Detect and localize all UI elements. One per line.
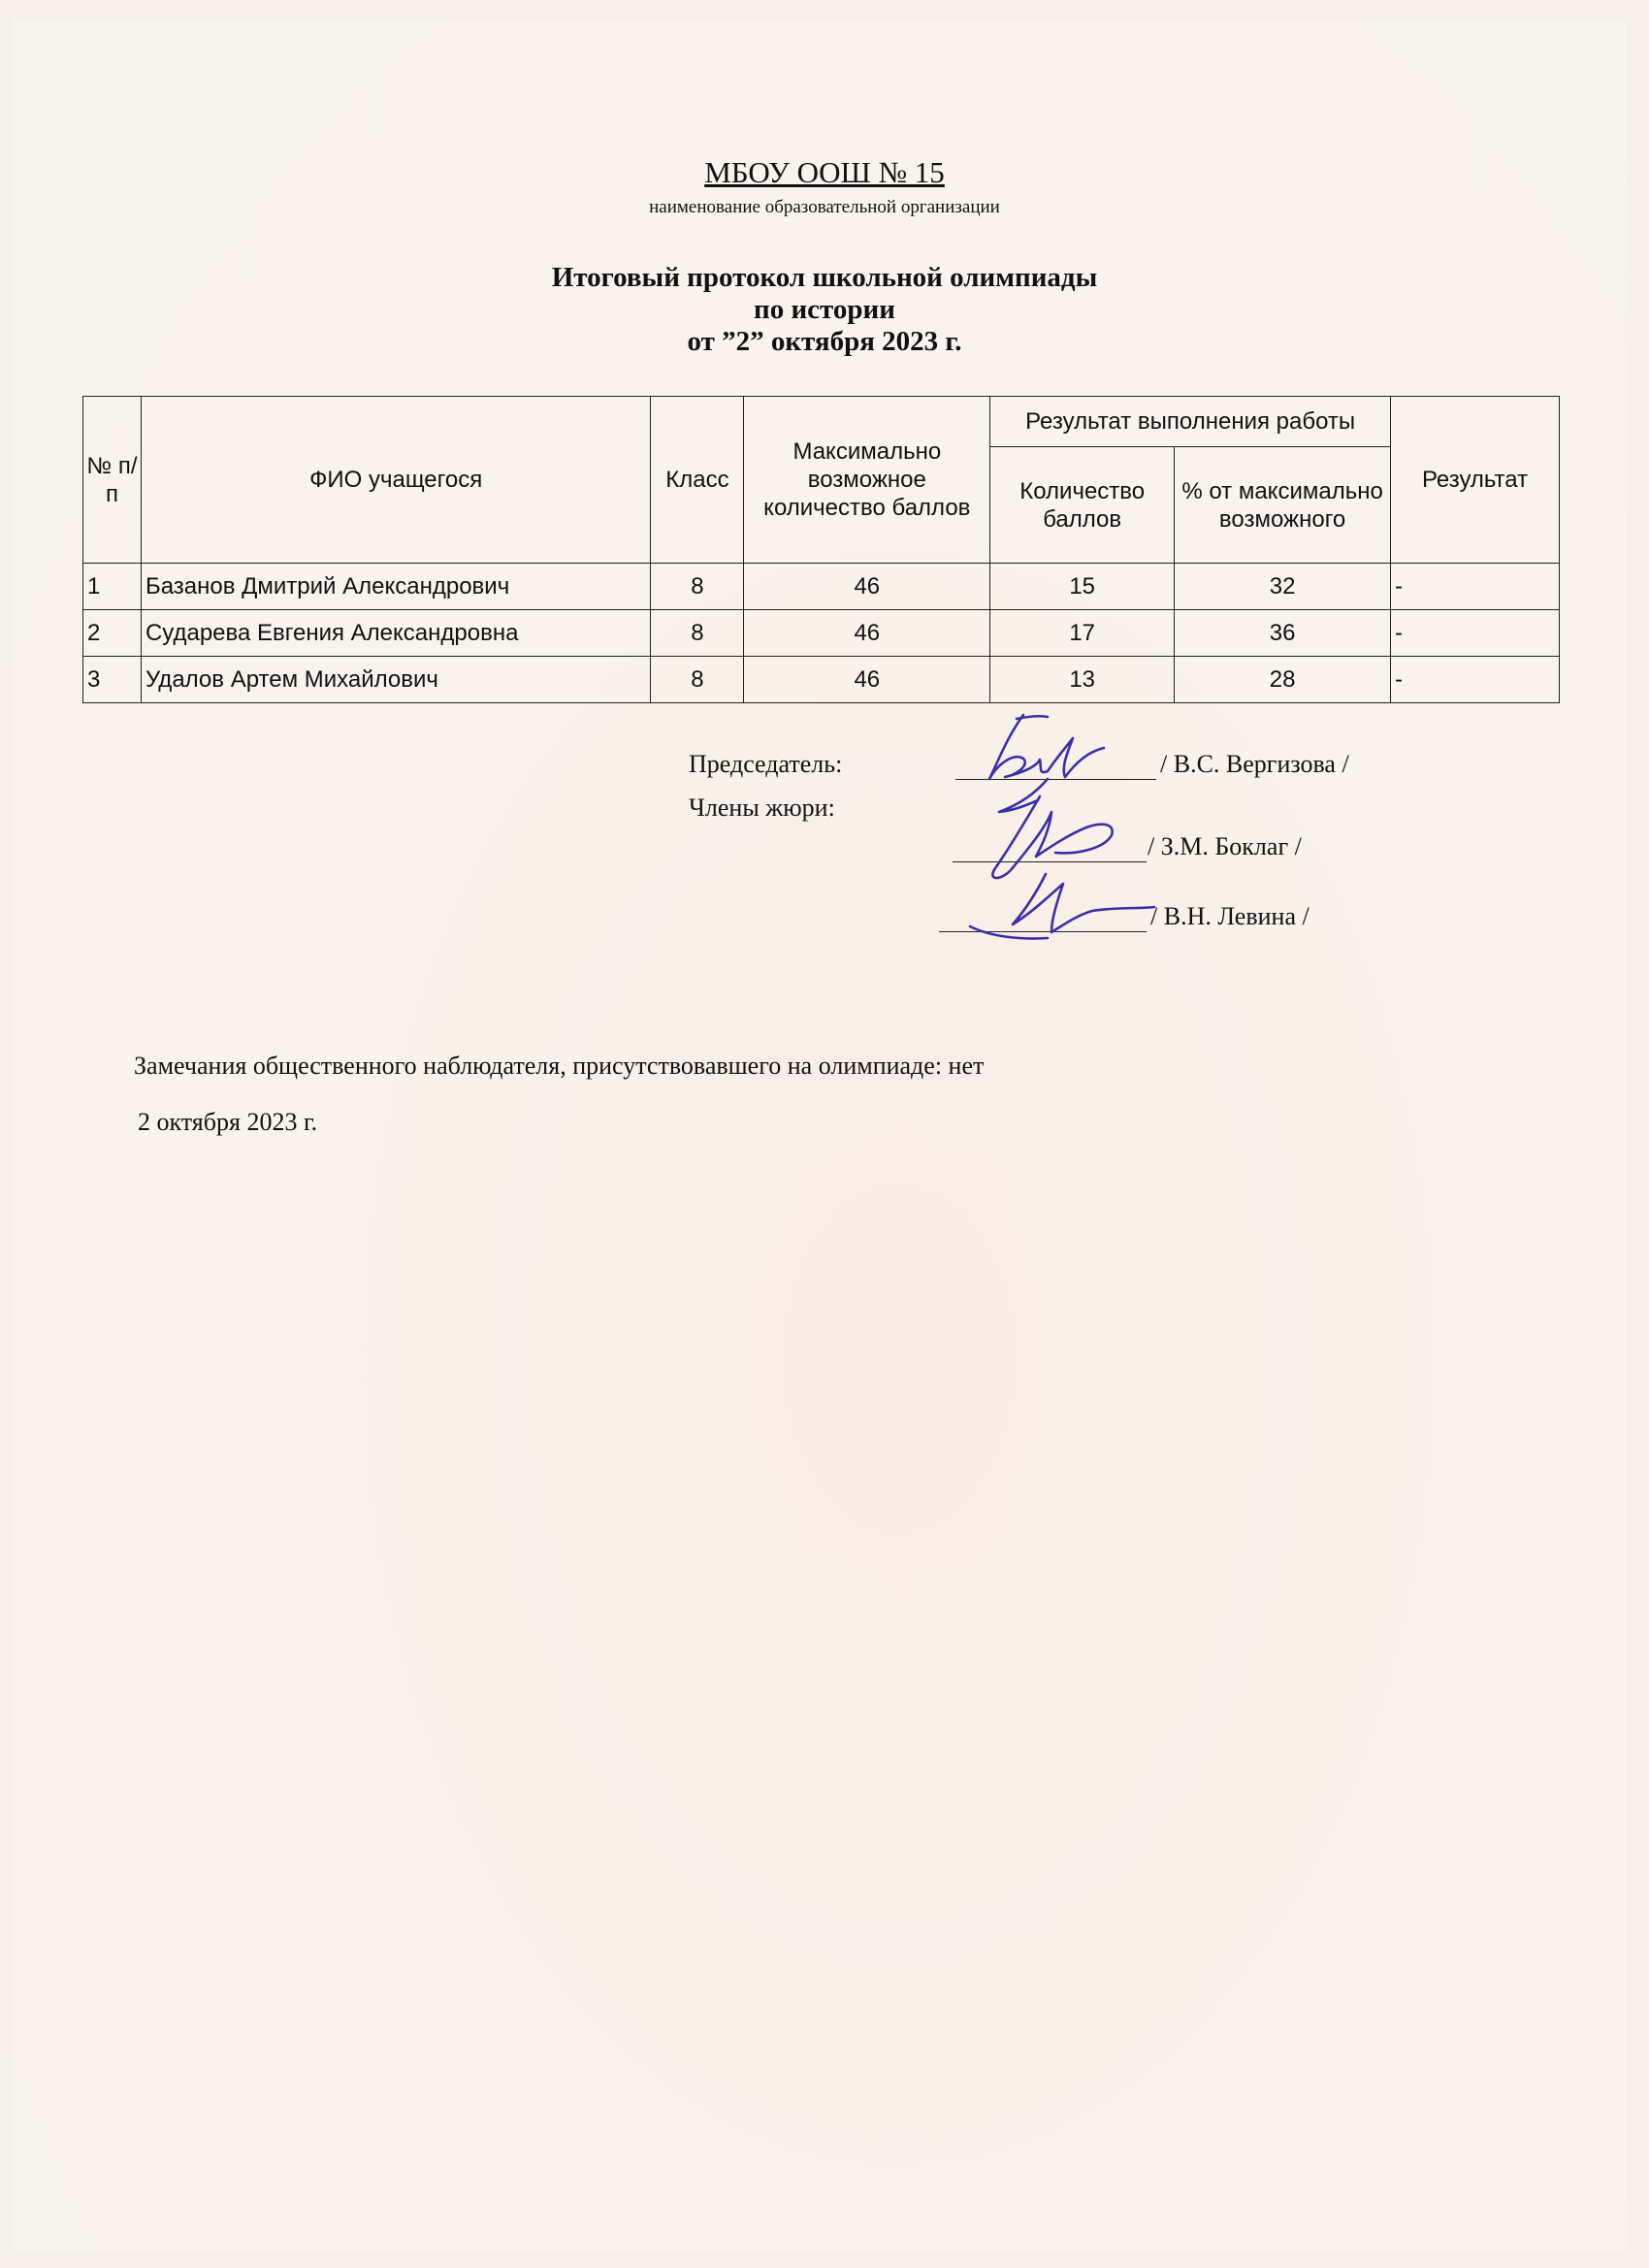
title-line-2: по истории: [754, 294, 895, 325]
header-name: ФИО учащегося: [141, 397, 651, 564]
table-row: [83, 610, 1560, 657]
observer-remarks: Замечания общественного наблюдателя, присутствовавшего на олимпиаде: нет: [134, 1052, 985, 1080]
organization-name: МБОУ ООШ № 15: [704, 155, 945, 189]
cell-num: 3: [83, 657, 142, 703]
table-row: [83, 657, 1560, 703]
title-line-1: Итоговый протокол школьной олимпиады: [551, 262, 1098, 293]
cell-name: Базанов Дмитрий Александрович: [141, 564, 651, 610]
cell-num: 1: [83, 564, 142, 610]
cell-percent: 28: [1175, 657, 1391, 703]
chair-name: / В.С. Вергизова /: [1160, 750, 1349, 778]
cell-result: -: [1391, 564, 1560, 610]
cell-num: 2: [83, 610, 142, 657]
member2-name: / В.Н. Левина /: [1150, 902, 1310, 930]
organization-caption: наименование образовательной организации: [649, 197, 1000, 217]
cell-result: -: [1391, 610, 1560, 657]
header-num: № п/п: [83, 397, 142, 564]
header-score: Количество баллов: [990, 447, 1175, 564]
header-max-score: Максимально возможное количество баллов: [744, 397, 990, 564]
header-percent: % от максимально возможного: [1175, 447, 1391, 564]
header-result: Результат: [1391, 397, 1560, 564]
cell-name: Удалов Артем Михайлович: [141, 657, 651, 703]
cell-percent: 32: [1175, 564, 1391, 610]
cell-score: 17: [990, 610, 1175, 657]
cell-max-score: 46: [744, 564, 990, 610]
members-label: Члены жюри:: [689, 794, 835, 822]
member1-name: / З.М. Боклаг /: [1148, 832, 1302, 860]
cell-max-score: 46: [744, 657, 990, 703]
cell-grade: 8: [651, 564, 744, 610]
cell-grade: 8: [651, 610, 744, 657]
table-row: [83, 564, 1560, 610]
results-table: [82, 396, 1560, 703]
document-date: 2 октября 2023 г.: [138, 1108, 318, 1136]
title-line-3: от ”2” октября 2023 г.: [687, 326, 962, 357]
cell-max-score: 46: [744, 610, 990, 657]
chair-label: Председатель:: [689, 750, 843, 778]
cell-score: 15: [990, 564, 1175, 610]
header-work-result: Результат выполнения работы: [990, 397, 1391, 447]
cell-grade: 8: [651, 657, 744, 703]
cell-name: Сударева Евгения Александровна: [141, 610, 651, 657]
protocol-title: [0, 262, 1649, 358]
header-grade: Класс: [651, 397, 744, 564]
cell-percent: 36: [1175, 610, 1391, 657]
cell-result: -: [1391, 657, 1560, 703]
cell-score: 13: [990, 657, 1175, 703]
handwritten-signature: [931, 703, 1164, 956]
